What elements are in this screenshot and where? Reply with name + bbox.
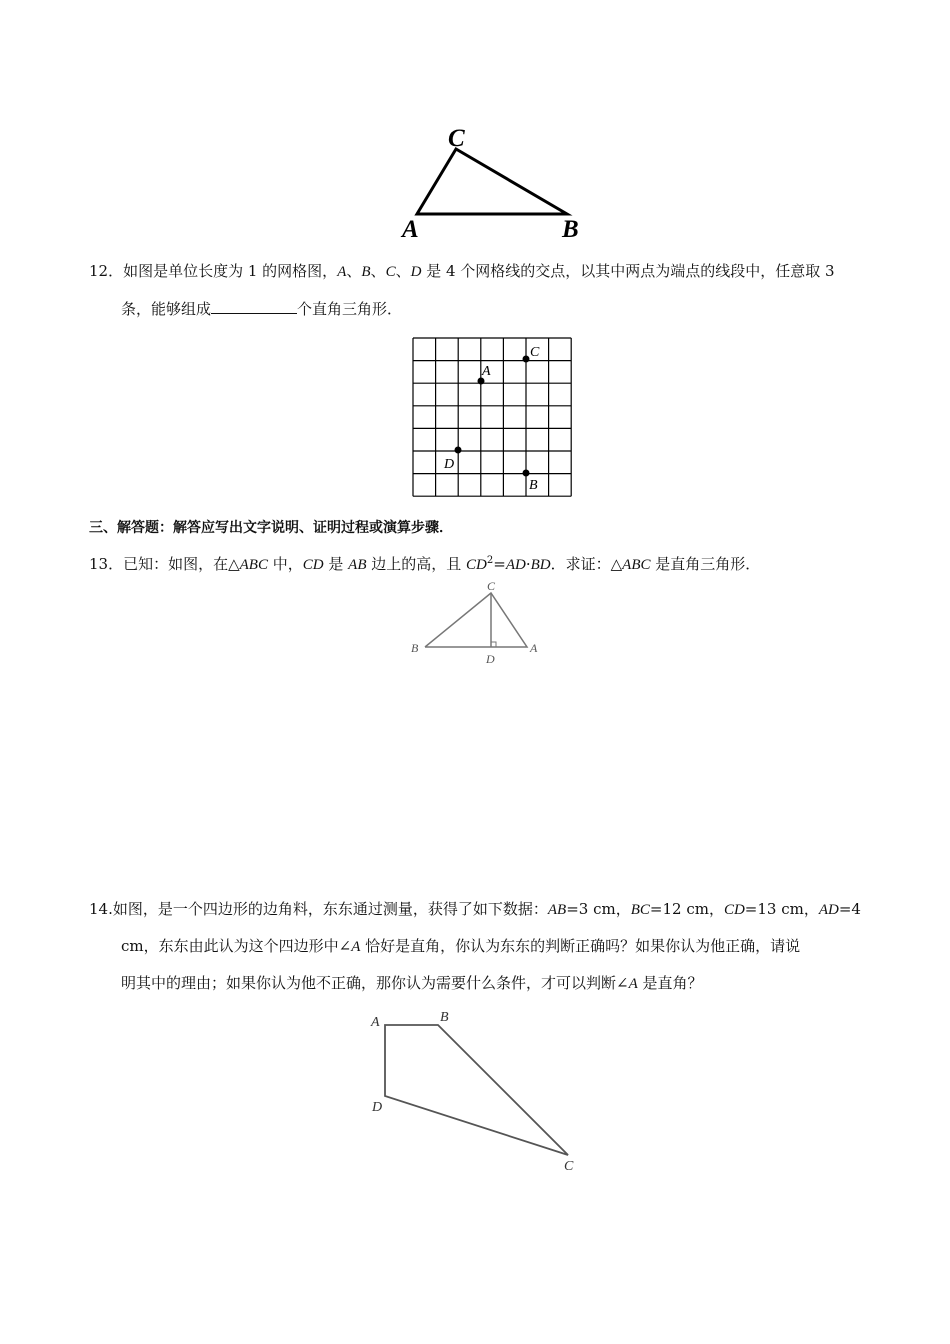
label-d: D bbox=[372, 1100, 383, 1115]
value-ab: =3 cm， bbox=[566, 900, 631, 918]
var-ad: AD bbox=[505, 557, 526, 573]
var-bc: BC bbox=[630, 902, 650, 918]
triangle-bca bbox=[425, 593, 527, 647]
point-c bbox=[523, 356, 530, 363]
label-c: C bbox=[487, 579, 496, 593]
point-b bbox=[523, 470, 530, 477]
q14-text-2: cm，东东由此认为这个四边形中∠ bbox=[121, 937, 352, 955]
value-cd: =13 cm， bbox=[744, 900, 819, 918]
label-d: D bbox=[444, 457, 455, 472]
q14-text-4: 明其中的理由；如果你认为他不正确，那你认为需要什么条件，才可以判断∠ bbox=[121, 974, 629, 992]
label-b: B bbox=[562, 216, 579, 243]
q14-text-5: 是直角？ bbox=[637, 974, 703, 992]
q12-line2 bbox=[121, 299, 402, 319]
var-a: A bbox=[351, 939, 361, 955]
sep: 、 bbox=[395, 262, 411, 280]
point-d bbox=[455, 447, 462, 454]
label-a: A bbox=[530, 641, 538, 655]
q12-text-1: 如图是单位长度为 1 的网格图， bbox=[123, 262, 338, 280]
q14-line1 bbox=[89, 899, 861, 920]
label-b: B bbox=[411, 641, 419, 655]
quadrilateral-figure bbox=[365, 1005, 585, 1180]
label-a: A bbox=[402, 216, 419, 243]
var-abc: ABC bbox=[622, 557, 651, 573]
q14-line2 bbox=[121, 936, 800, 957]
answer-blank[interactable] bbox=[211, 299, 297, 314]
label-b: B bbox=[440, 1010, 449, 1025]
sep: 、 bbox=[370, 262, 386, 280]
q13-text-3: 是 bbox=[323, 555, 349, 573]
triangle-abc-figure bbox=[395, 122, 595, 244]
middot: · bbox=[525, 555, 531, 573]
q13-text-6: 是直角三角形． bbox=[650, 555, 761, 573]
q12-line1 bbox=[89, 261, 835, 282]
label-c: C bbox=[530, 345, 540, 360]
label-a: A bbox=[482, 364, 491, 379]
q14-text-3: 恰好是直角，你认为东东的判断正确吗？如果你认为他正确，请说 bbox=[360, 937, 801, 955]
var-bd: BD bbox=[530, 557, 551, 573]
var-d: D bbox=[410, 264, 422, 280]
var-a: A bbox=[628, 976, 638, 992]
q13-number: 13． bbox=[89, 555, 124, 573]
q13-line bbox=[89, 551, 760, 575]
q14-number: 14. bbox=[89, 900, 113, 918]
var-ab: AB bbox=[547, 902, 567, 918]
var-cd: CD bbox=[723, 902, 745, 918]
q12-text-2: 是 4 个网格线的交点，以其中两点为端点的线段中，任意取 3 bbox=[421, 262, 835, 280]
triangle-abc-shape bbox=[417, 149, 567, 214]
q13-text-5: ．求证：△ bbox=[550, 555, 623, 573]
value-ad: =4 bbox=[838, 900, 861, 918]
label-b: B bbox=[529, 478, 538, 493]
var-ad: AD bbox=[818, 902, 839, 918]
var-a: A bbox=[337, 264, 347, 280]
exponent: 2 bbox=[486, 555, 494, 566]
grid-figure bbox=[408, 334, 578, 502]
var-abc: ABC bbox=[239, 557, 268, 573]
label-d: D bbox=[486, 652, 495, 666]
q13-text-2: 中， bbox=[267, 555, 303, 573]
var-cd: CD bbox=[302, 557, 324, 573]
label-a: A bbox=[371, 1015, 380, 1030]
q12-text-4: 个直角三角形． bbox=[297, 300, 403, 318]
label-c: C bbox=[564, 1159, 574, 1174]
grid-lines bbox=[413, 338, 571, 496]
equals: = bbox=[493, 555, 506, 573]
q13-text-1: 已知：如图，在△ bbox=[123, 555, 240, 573]
section-title: 三、解答题：解答应写出文字说明、证明过程或演算步骤． bbox=[89, 520, 453, 536]
var-c: C bbox=[385, 264, 396, 280]
sep: 、 bbox=[346, 262, 362, 280]
q12-text-3: 条，能够组成 bbox=[121, 300, 212, 318]
value-bc: =12 cm， bbox=[649, 900, 724, 918]
q13-text-4: 边上的高，且 bbox=[366, 555, 467, 573]
q14-text-1: 如图，是一个四边形的边角料，东东通过测量，获得了如下数据： bbox=[112, 900, 548, 918]
q14-line3 bbox=[121, 973, 703, 994]
label-c: C bbox=[448, 125, 465, 152]
var-cd: CD bbox=[466, 557, 487, 573]
q12-number: 12． bbox=[89, 262, 124, 280]
var-ab: AB bbox=[348, 557, 367, 573]
right-triangle-figure bbox=[405, 578, 550, 668]
quadrilateral-abcd bbox=[385, 1025, 568, 1155]
var-b: B bbox=[361, 264, 371, 280]
